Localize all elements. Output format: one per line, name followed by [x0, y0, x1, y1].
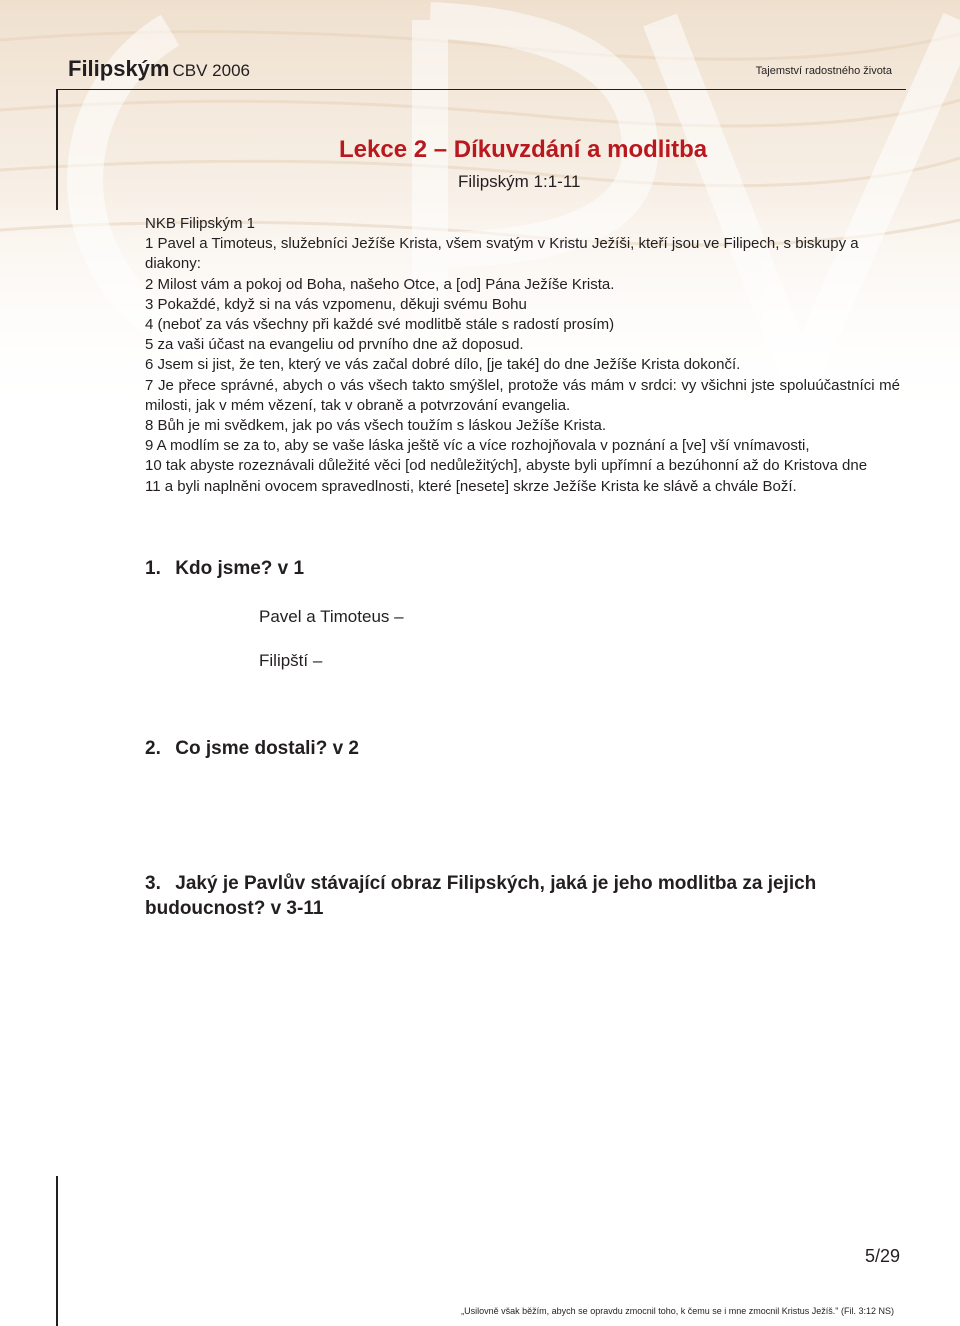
scripture-heading: NKB Filipským 1: [145, 215, 256, 232]
header-brand: [68, 56, 250, 82]
question-text: Co jsme dostali? v 2: [175, 738, 360, 759]
verse-4: 4 (neboť za vás všechny při každé své modlitbě stále s radostí prosím): [145, 316, 615, 334]
answer-line-1: Pavel a Timoteus –: [259, 607, 404, 626]
verse-11: 11 a byli naplněni ovocem spravedlnosti, které [nesete] skrze Ježíše Krista ke slávě a chvále Boží.: [145, 477, 797, 495]
bottom-margin-bar: [56, 1176, 58, 1326]
footer-quote: „Usilovně však běžím, abych se opravdu zmocnil toho, k čemu se i mne zmocnil Kristus Ježíš." (Fil. 3:12 NS): [461, 1306, 894, 1316]
question-text: Jaký je Pavlův stávající obraz Filipských, jaká je jeho modlitba za jejich budoucnost? v 3-11: [145, 873, 817, 919]
brand-edition: CBV 2006: [172, 61, 250, 80]
question-number: 2.: [145, 738, 161, 759]
question-2: [145, 736, 359, 761]
lesson-reference: Filipským 1:1-11: [458, 172, 581, 191]
lesson-title: Lekce 2 – Díkuvzdání a modlitba: [339, 136, 708, 163]
page-number: 5/29: [864, 1246, 900, 1266]
top-margin-bar: [56, 89, 58, 210]
verse-5: 5 za vaši účast na evangeliu od prvního dne až doposud.: [145, 336, 524, 354]
verse-1: 1 Pavel a Timoteus, služebníci Ježíše Krista, všem svatým v Kristu Ježíši, kteří jsou ve Filipech, s biskupy a diakony:: [145, 235, 859, 273]
answer-line-2: Filipští –: [259, 651, 323, 670]
brand-title: Filipským: [68, 56, 170, 81]
question-number: 1.: [145, 558, 161, 579]
question-text: Kdo jsme? v 1: [175, 558, 305, 579]
question-1: [145, 556, 304, 581]
header-divider: [56, 89, 906, 90]
verse-8: 8 Bůh je mi svědkem, jak po vás všech toužím s láskou Ježíše Krista.: [145, 417, 607, 435]
verse-9: 9 A modlím se za to, aby se vaše láska ještě víc a více rozhojňovala v poznání a [ve] vší vnímavosti,: [145, 437, 810, 455]
scripture-block: [145, 214, 900, 497]
question-number: 3.: [145, 873, 161, 894]
verse-2: 2 Milost vám a pokoj od Boha, našeho Otce, a [od] Pána Ježíše Krista.: [145, 275, 615, 293]
series-title: Tajemství radostného života: [755, 65, 892, 77]
verse-7: 7 Je přece správné, abych o vás všech takto smýšlel, protože vás mám v srdci: vy všichni jste spoluúčastníci mé milosti, jak v mém vězení, tak v obraně a potvrzování evangelia.: [145, 376, 900, 414]
question-3: [145, 871, 845, 921]
verse-6: 6 Jsem si jist, že ten, který ve vás začal dobré dílo, [je také] do dne Ježíše Krista dokončí.: [145, 356, 741, 374]
verse-10: 10 tak abyste rozeznávali důležité věci [od nedůležitých], abyste byli upřímní a bezúhonní až do Kristova dne: [145, 457, 868, 475]
verse-3: 3 Pokaždé, když si na vás vzpomenu, děkuji svému Bohu: [145, 295, 527, 313]
